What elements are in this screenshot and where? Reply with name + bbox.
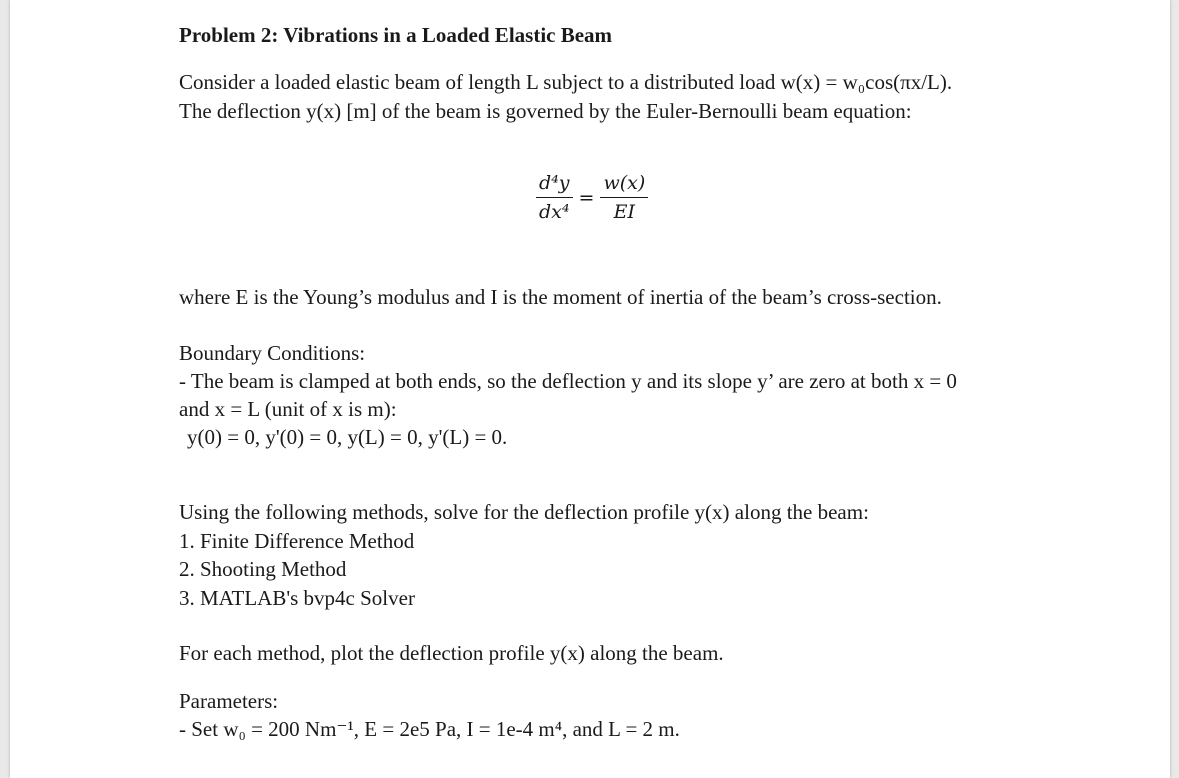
methods-intro: Using the following methods, solve for the deflection profile y(x) along the beam:	[179, 500, 869, 524]
boundary-line-2: and x = L (unit of x is m):	[179, 397, 397, 421]
parameters-section	[179, 687, 680, 743]
where-paragraph: where E is the Young’s modulus and I is the moment of inertia of the beam’s cross-section.	[179, 285, 942, 309]
lhs-fraction	[536, 172, 573, 223]
lhs-numerator: d⁴y	[536, 172, 573, 198]
rhs-denominator: EI	[613, 201, 636, 223]
parameters-heading: Parameters:	[179, 689, 279, 713]
method-item-3: 3. MATLAB's bvp4c Solver	[179, 585, 415, 610]
intro-paragraph	[179, 68, 952, 126]
parameters-line: - Set w₀ = 200 Nm⁻¹, E = 2e5 Pa, I = 1e-4 m⁴, and L = 2 m.	[179, 717, 680, 741]
boundary-line-3: y(0) = 0, y'(0) = 0, y(L) = 0, y'(L) = 0.	[187, 425, 508, 449]
intro-line-1: Consider a loaded elastic beam of length L subject to a distributed load w(x) = w₀cos(πx/L).	[179, 70, 953, 94]
intro-line-2: The deflection y(x) [m] of the beam is governed by the Euler-Bernoulli beam equation:	[179, 99, 912, 123]
rhs-fraction	[600, 172, 648, 223]
rhs-numerator: w(x)	[600, 172, 648, 198]
lhs-denominator: dx⁴	[539, 201, 570, 223]
method-item-2: 2. Shooting Method	[179, 557, 347, 581]
method-item-1: 1. Finite Difference Method	[179, 528, 415, 553]
document-page	[10, 0, 1170, 778]
euler-bernoulli-equation	[536, 172, 648, 223]
problem-title: Problem 2: Vibrations in a Loaded Elastic Beam	[179, 23, 613, 47]
boundary-heading: Boundary Conditions:	[179, 341, 366, 365]
equals-sign: =	[578, 186, 595, 209]
methods-section	[179, 498, 869, 612]
plot-instruction: For each method, plot the deflection profile y(x) along the beam.	[179, 641, 724, 665]
boundary-conditions	[179, 339, 957, 451]
boundary-line-1: - The beam is clamped at both ends, so the deflection y and its slope y’ are zero at both x = 0	[179, 369, 957, 393]
